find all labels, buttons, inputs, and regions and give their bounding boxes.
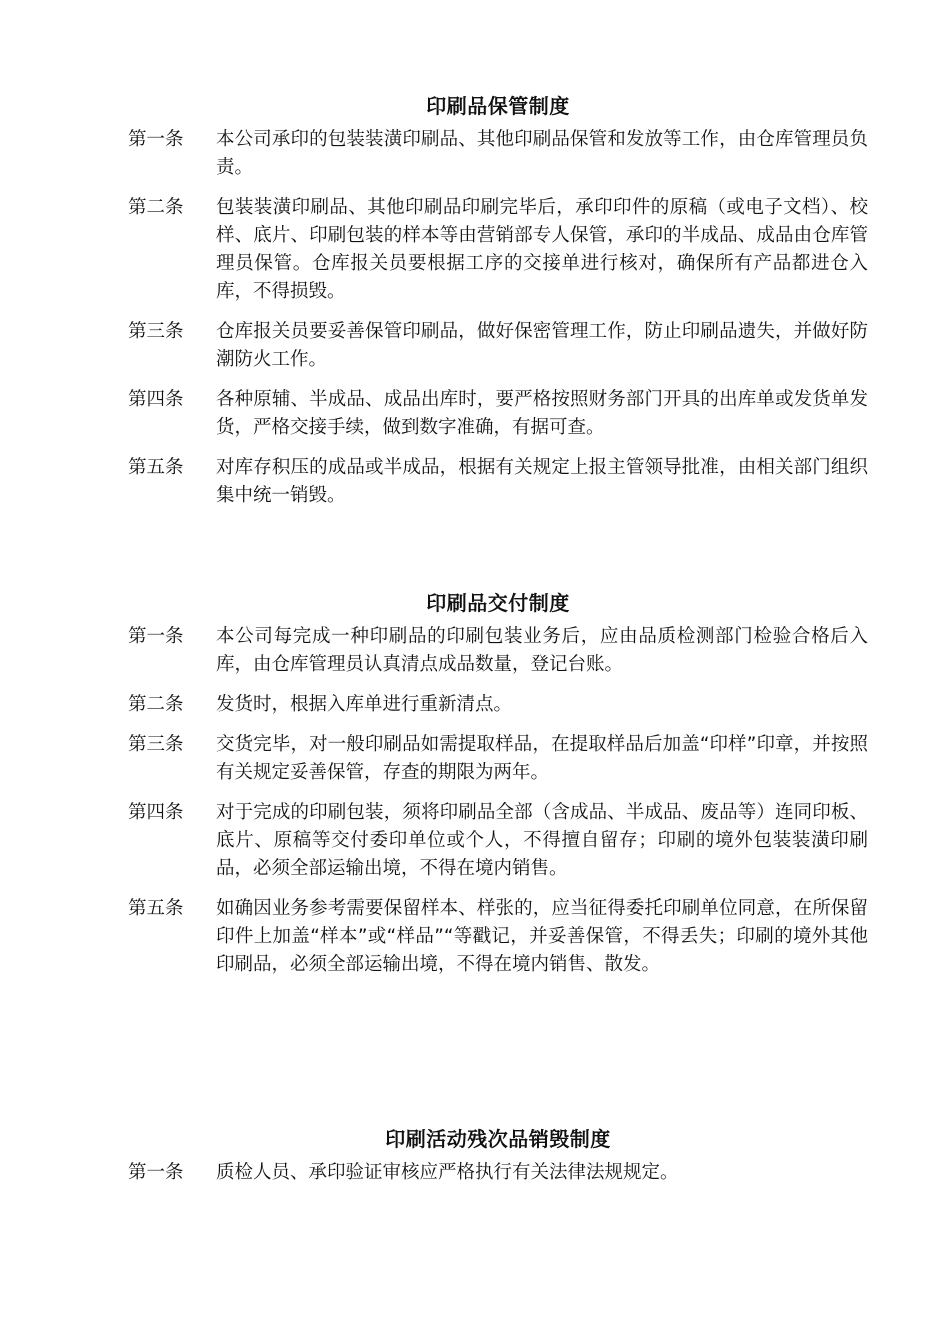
article-text: 对库存积压的成品或半成品，根据有关规定上报主管领导批准，由相关部门组织集中统一销毁。 [216,457,868,506]
article-text: 各种原辅、半成品、成品出库时，要严格按照财务部门开具的出库单或发货单发货，严格交接手续，做到数字准确，有据可查。 [216,389,868,438]
article [128,194,868,306]
article-text: 如确因业务参考需要保留样本、样张的，应当征得委托印刷单位同意，在所保留印件上加盖“样本”或“样品”“等戳记，并妥善保管，不得丢失；印刷的境外其他印刷品，必须全部运输出境，不得在境内销售、散发。 [216,898,868,975]
article-number: 第二条 [128,197,184,218]
article-number: 第四条 [128,802,184,823]
section-delivery [128,589,868,991]
article-text: 本公司每完成一种印刷品的印刷包装业务后，应由品质检测部门检验合格后入库，由仓库管理员认真清点成品数量，登记台账。 [216,626,868,675]
article-number: 第一条 [128,1162,184,1183]
section-defect-destruction [128,1125,868,1199]
article-number: 第三条 [128,734,184,755]
article-number: 第五条 [128,457,184,478]
article-number: 第二条 [128,694,184,715]
article-number: 第一条 [128,626,184,647]
article-text: 本公司承印的包装装潢印刷品、其他印刷品保管和发放等工作，由仓库管理员负责。 [216,129,868,178]
section-storage [128,92,868,522]
article [128,691,868,719]
article-text: 对于完成的印刷包装，须将印刷品全部（含成品、半成品、废品等）连同印板、底片、原稿等交付委印单位或个人，不得擅自留存；印刷的境外包装装潢印刷品，必须全部运输出境，不得在境内销售。 [216,802,868,879]
section-title: 印刷品交付制度 [426,591,570,615]
article [128,386,868,442]
article [128,799,868,883]
article [128,126,868,182]
article-number: 第一条 [128,129,184,150]
article-number: 第三条 [128,321,184,342]
article-number: 第五条 [128,898,184,919]
section-title: 印刷品保管制度 [426,94,570,118]
article [128,731,868,787]
article [128,1159,868,1187]
article-number: 第四条 [128,389,184,410]
article [128,623,868,679]
article-text: 仓库报关员要妥善保管印刷品，做好保密管理工作，防止印刷品遗失，并做好防潮防火工作。 [216,321,868,370]
article [128,454,868,510]
article-text: 质检人员、承印验证审核应严格执行有关法律法规规定。 [216,1162,679,1183]
section-title: 印刷活动残次品销毁制度 [385,1127,611,1151]
article-text: 发货时，根据入库单进行重新清点。 [216,694,513,715]
article [128,895,868,979]
article-text: 包装装潢印刷品、其他印刷品印刷完毕后，承印印件的原稿（或电子文档）、校样、底片、印刷包装的样本等由营销部专人保管，承印的半成品、成品由仓库管理员保管。仓库报关员要根据工序的交接单进行核对，确保所有产品都进仓入库，不得损毁。 [216,197,868,302]
article-text: 交货完毕，对一般印刷品如需提取样品，在提取样品后加盖“印样”印章，并按照有关规定妥善保管，存查的期限为两年。 [216,734,868,783]
article [128,318,868,374]
